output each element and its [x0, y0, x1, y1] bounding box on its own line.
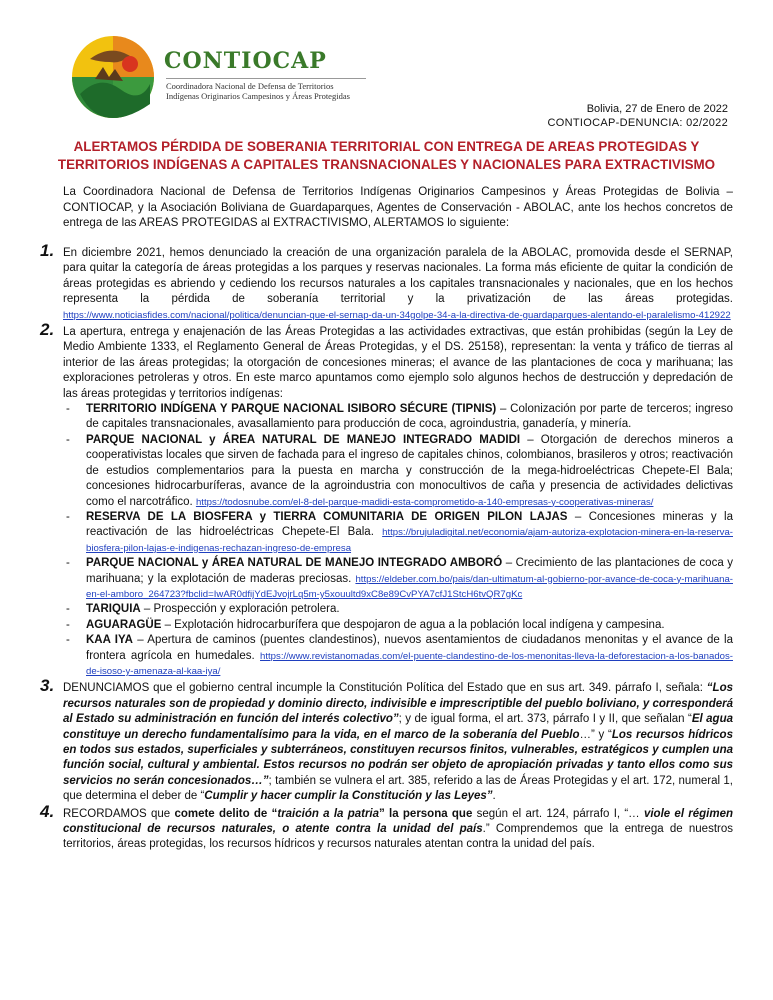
- document-body: [30, 241, 734, 855]
- point-number: 4.: [40, 801, 55, 821]
- point-3: [30, 676, 733, 804]
- area-name: AGUARAGÜE: [86, 618, 162, 631]
- list-dash: -: [66, 403, 70, 416]
- list-dash: -: [66, 634, 70, 647]
- area-name: TARIQUIA: [86, 603, 141, 616]
- point-number: 2.: [40, 320, 55, 340]
- contiocap-emblem-icon: [70, 34, 156, 120]
- constitution-quote: Cumplir y hacer cumplir la Constitución y las Leyes”: [204, 790, 493, 803]
- area-name: PARQUE NACIONAL y ÁREA NATURAL DE MANEJO INTEGRADO AMBORÓ: [86, 557, 503, 570]
- area-description: – Crecimiento de las plantaciones de coca y marihuana; y la explotación de maderas preciosas.: [86, 557, 733, 585]
- source-link[interactable]: https://eldeber.com.bo/pais/dan-ultimatum-al-gobierno-por-avance-de-coca-y-marihuana-en-el-amboro_264723?fbclid=IwAR0dfijYdEJvojrLq5m-y5xouultd9xC8e89CvPYA7cfJ1StcH6tvQR7gKc: [86, 573, 733, 600]
- sub-item-pilon-lajas: [63, 510, 733, 556]
- sub-item-tariquia: [63, 602, 733, 617]
- area-description: – Colonización por parte de terceros; ingreso de capitales transnacionales, avasallamiento para producción de coca, agroindustria, ganadería, y minería.: [86, 403, 733, 431]
- constitution-quote: viole el régimen constitucional de recursos naturales, o atente contra la unidad del país: [63, 807, 734, 836]
- org-subtitle: [166, 78, 366, 101]
- organization-logo: [70, 34, 370, 124]
- source-link[interactable]: https://brujuladigital.net/economia/ajam-autoriza-explotacion-minera-en-la-reserva-biosfera-pilon-lajas-e-indigenas-rechazan-ingreso-de-empresa: [86, 527, 733, 554]
- area-name: PARQUE NACIONAL y ÁREA NATURAL DE MANEJO INTEGRADO MADIDI: [86, 433, 521, 446]
- constitution-quote: Los recursos hídricos en todos sus estados, superficiales y subterráneos, constituyen recursos finitos, vulnerables, estratégicos y cumplen una función social, cultural y ambiental. Estos recursos no podrán ser objeto de apropiación privadas y tanto ellos como sus servicios no serán concesionados…”: [63, 728, 733, 787]
- source-link[interactable]: https://todosnube.com/el-8-del-parque-madidi-esta-comprometido-a-140-empresas-y-cooperativas-mineras/: [195, 496, 654, 508]
- point-text: RECORDAMOS que: [63, 807, 175, 820]
- sub-item-tipnis: [63, 402, 733, 433]
- document-reference: CONTIOCAP-DENUNCIA: 02/2022: [547, 117, 728, 129]
- emphasis-quote: traición a la patria: [277, 807, 380, 820]
- constitution-quote: “Los recursos naturales son de propiedad y dominio directo, indivisible e imprescriptible del pueblo boliviano, y corresponderá al Estado su administración en función del interés colectivo”: [63, 682, 733, 726]
- area-description: – Apertura de caminos (puentes clandestinos), nuevos asentamientos de ciudadanos menonitas y el avance de la frontera agrícola en humedales.: [86, 634, 733, 662]
- org-name: CONTIOCAP: [164, 48, 327, 74]
- document-date: Bolivia, 27 de Enero de 2022: [586, 103, 728, 115]
- point-text: ; y de igual forma, el art. 373, párrafo I y II, que señalan “: [398, 713, 692, 726]
- point-text: según el art. 124, párrafo I, “…: [472, 807, 644, 820]
- point-2: [30, 320, 733, 679]
- point-text: La apertura, entrega y enajenación de las Áreas Protegidas a las actividades extractivas, que están prohibidas (según la Ley de Medio Ambiente 1333, el Reglamento General de Áreas Protegidas, y el DS. 25158), representan: la venta y tráfico de tierras al interior de las áreas protegidas; la otorgación de concesiones mineras; el avance de las plantaciones de coca y marihuana; las exploraciones petroleras y otros. En este marco apuntamos como ejemplo solo algunos hechos de destrucción y depredación de las áreas protegidas y territorios indígenas:: [63, 326, 733, 400]
- sub-item-aguarague: [63, 618, 733, 633]
- title-line-1: ALERTAMOS PÉRDIDA DE SOBERANIA TERRITORIAL CON ENTREGA DE AREAS PROTEGIDAS Y: [73, 139, 700, 154]
- intro-paragraph: La Coordinadora Nacional de Defensa de Territorios Indígenas Originarios Campesinos y Áreas Protegidas de Bolivia – CONTIOCAP, y la Asociación Boliviana de Guardaparques, Agentes de Conservación - ABOLAC, ante los hechos concretos de entrega de las AREAS PROTEGIDAS al EXTRACTIVISMO, ALERTAMOS lo siguiente:: [63, 185, 733, 230]
- emphasis-text: ” la persona que: [379, 807, 473, 820]
- source-link[interactable]: https://www.noticiasfides.com/nacional/politica/denuncian-que-el-sernap-da-un-34golpe-34-a-la-directiva-de-guardaparques-alentando-el-paralelismo-412922: [63, 309, 731, 321]
- sub-item-kaa-iya: [63, 633, 733, 679]
- area-description: – Explotación hidrocarburífera que despojaron de agua a la población local indígena y campesina.: [161, 618, 665, 631]
- list-dash: -: [66, 557, 70, 570]
- area-description: – Concesiones mineras y la reactivación de las hidroeléctricas Chepete-El Bala.: [86, 510, 733, 539]
- list-dash: -: [66, 433, 70, 446]
- point-text: .” Comprendemos que la entrega de nuestros territorios, áreas protegidas, los recursos hídricos y recursos naturales atentan contra la unidad del país.: [63, 823, 733, 851]
- org-subtitle-line1: Coordinadora Nacional de Defensa de Territorios: [166, 81, 334, 91]
- org-subtitle-line2: Indígenas Originarios Campesinos y Áreas Protegidas: [166, 91, 350, 101]
- list-dash: -: [66, 510, 70, 523]
- point-text: …” y “: [579, 728, 612, 741]
- sub-item-madidi: [63, 433, 733, 510]
- constitution-quote: El agua constituye un derecho fundamentalísimo para la vida, en el marco de la soberanía del Pueblo: [63, 713, 733, 741]
- point-number: 1.: [40, 241, 55, 260]
- point-text: DENUNCIAMOS que el gobierno central incumple la Constitución Política del Estado que en sus art. 349. párrafo I, señala:: [63, 682, 707, 695]
- point-text: .: [492, 790, 496, 803]
- point-number: 3.: [40, 676, 55, 696]
- point-4: [30, 801, 734, 853]
- list-dash: -: [66, 618, 70, 631]
- point-1: [30, 241, 733, 323]
- area-description: – Prospección y exploración petrolera.: [140, 603, 340, 616]
- area-name: RESERVA DE LA BIOSFERA y TIERRA COMUNITARIA DE ORIGEN PILON LAJAS: [86, 510, 568, 523]
- point-text: ; también se vulnera el art. 385, referido a las de Áreas Protegidas y el art. 172, numeral 1, que determina el deber de “: [63, 774, 733, 803]
- list-dash: -: [66, 603, 70, 616]
- area-description: – Otorgación de derechos mineros a cooperativistas locales que sirven de fachada para el ingreso de capitales chinos, colombianos, brasileros y otros; reactivación de estudios complementarios para la puesta en marcha y construcción de la mega-hidroeléctricas Chepete-El Bala; concesiones hidrocarburíferas, avance de la agroindustria con monocultivos de caña y presencia de actividades delictivas como el narcotráfico.: [86, 433, 733, 508]
- area-name: TERRITORIO INDÍGENA Y PARQUE NACIONAL ISIBORO SÉCURE (TIPNIS): [86, 403, 497, 416]
- source-link[interactable]: https://www.revistanomadas.com/el-puente-clandestino-de-los-menonitas-lleva-la-deforestacion-a-los-banados-de-isoso-y-amenaza-al-kaa-iya/: [86, 650, 733, 677]
- document-title: [30, 138, 743, 174]
- sub-item-amboro: [63, 556, 733, 602]
- emphasis-text: comete delito de “: [174, 807, 278, 820]
- point-text: En diciembre 2021, hemos denunciado la creación de una organización paralela de la ABOLAC, promovida desde el SERNAP, para quitar la categoría de áreas protegidas a los parques y reservas nacionales. La forma más eficiente de quitar la condición de áreas protegidas es abriendo y cediendo los recursos naturales a los capitales transnacionales y nacionales, que en los hechos representa la pérdida de soberanía territorial y la privatización de las áreas protegidas.: [63, 247, 733, 306]
- area-name: KAA IYA: [86, 634, 133, 647]
- date-block: [548, 102, 728, 130]
- title-line-2: TERRITORIOS INDÍGENAS A CAPITALES TRANSNACIONALES Y NACIONALES PARA EXTRACTIVISMO: [57, 157, 716, 172]
